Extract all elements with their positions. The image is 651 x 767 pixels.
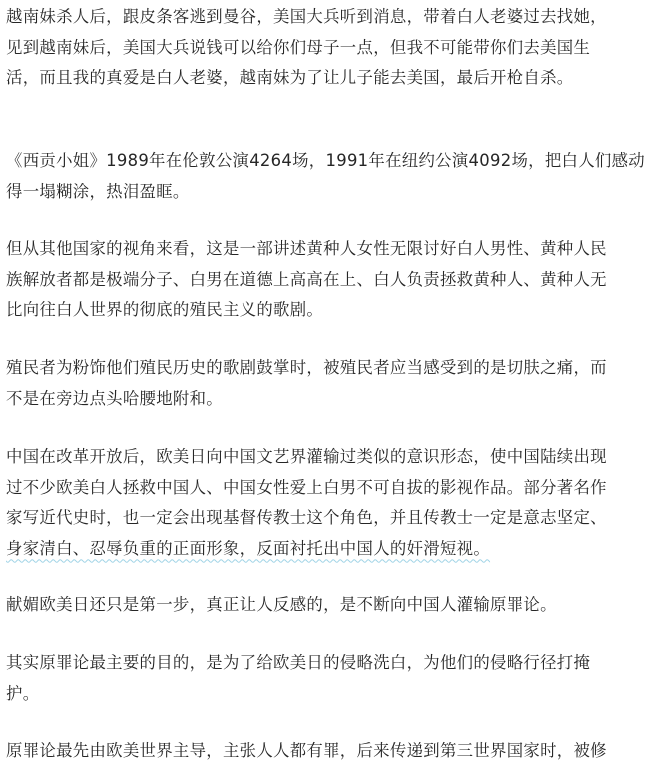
paragraph-5	[6, 442, 651, 564]
paragraph-line: 见到越南妹后，美国大兵说钱可以给你们母子一点，但我不可能带你们去美国生	[6, 37, 591, 57]
paragraph-7	[6, 648, 651, 709]
paragraph-8	[6, 736, 651, 767]
paragraph-line: 比向往白人世界的彻底的殖民主义的歌剧。	[6, 300, 324, 319]
paragraph-4	[6, 353, 651, 414]
paragraph-3	[6, 234, 651, 326]
paragraph-2	[6, 146, 651, 207]
paragraph-line: 身家清白、忍辱负重的正面形象，反面衬托出中国人的奸滑短视。	[6, 538, 491, 558]
paragraph-line: 活，而且我的真爱是白人老婆，越南妹为了让儿子能去美国，最后开枪自杀。	[6, 68, 574, 87]
paragraph-line: 得一塌糊涂，热泪盈眶。	[6, 181, 190, 201]
paragraph-line: 族解放者都是极端分子、白男在道德上高高在上、白人负责拯救黄种人、黄种人无	[6, 269, 607, 289]
paragraph-line: 不是在旁边点头哈腰地附和。	[6, 388, 223, 408]
paragraph-line: 《西贡小姐》1989年在伦敦公演4264场，1991年在纽约公演4092场，把白人们感动	[6, 151, 645, 170]
paragraph-line: 越南妹杀人后，跟皮条客逃到曼谷，美国大兵听到消息，带着白人老婆过去找她，	[6, 7, 607, 26]
paragraph-line: 献媚欧美日还只是第一步，真正让人反感的，是不断向中国人灌输原罪论。	[6, 595, 557, 614]
paragraph-6	[6, 590, 651, 621]
paragraph-line: 过不少欧美白人拯救中国人、中国女性爱上白男不可自拔的影视作品。部分著名作	[6, 477, 607, 497]
paragraph-line: 但从其他国家的视角来看，这是一部讲述黄种人女性无限讨好白人男性、黄种人民	[6, 239, 607, 258]
paragraph-line: 其实原罪论最主要的目的，是为了给欧美日的侵略洗白，为他们的侵略行径打掩	[6, 653, 591, 672]
paragraph-1	[6, 2, 651, 94]
paragraph-line: 原罪论最先由欧美世界主导，主张人人都有罪，后来传递到第三世界国家时，被修	[6, 741, 607, 760]
paragraph-line: 中国在改革开放后，欧美日向中国文艺界灌输过类似的意识形态，使中国陆续出现	[6, 447, 607, 466]
paragraph-line: 家写近代史时，也一定会出现基督传教士这个角色，并且传教士一定是意志坚定、	[6, 508, 607, 527]
paragraph-line: 殖民者为粉饰他们殖民历史的歌剧鼓掌时，被殖民者应当感受到的是切肤之痛，而	[6, 358, 607, 377]
paragraph-line: 护。	[6, 683, 40, 703]
